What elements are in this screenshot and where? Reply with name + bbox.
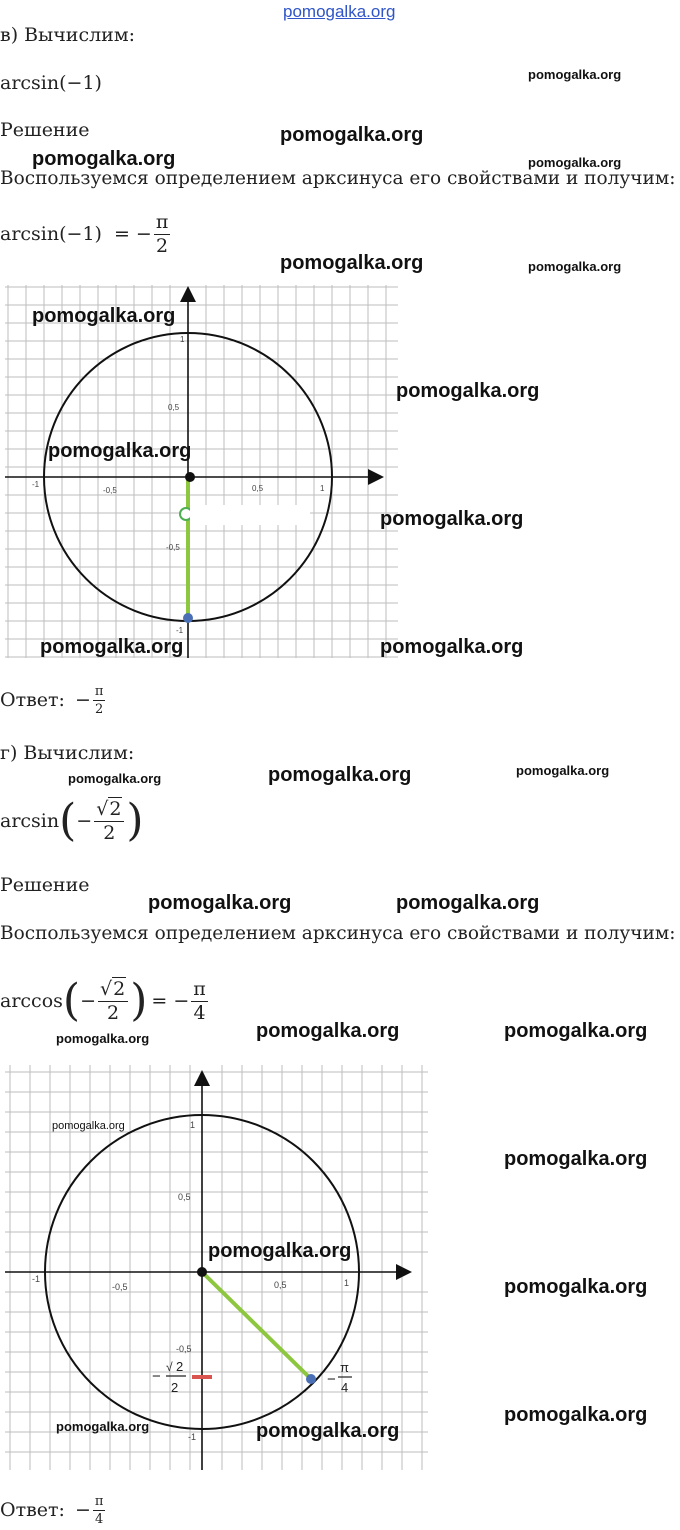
x-axis-arrow <box>396 1264 412 1280</box>
watermark-text: pomogalka.org <box>68 771 162 786</box>
watermark-text: pomogalka.org <box>504 1404 648 1426</box>
tick-y-neg-0-5: -0,5 <box>166 543 180 552</box>
expr-arg: (−1) <box>59 72 102 94</box>
green-segment <box>202 1272 311 1379</box>
section-v-expression <box>0 72 102 94</box>
answer-label: Ответ: <box>0 689 65 711</box>
watermark-text: pomogalka.org <box>380 508 524 530</box>
result-eq: = − <box>113 223 152 245</box>
tick-x-neg-1: -1 <box>32 1274 41 1284</box>
watermark-text: pomogalka.org <box>268 764 412 786</box>
answer-fraction <box>93 1495 106 1526</box>
unit-circle-graph-v <box>0 280 400 660</box>
expr-func: arcsin <box>0 810 60 832</box>
section-g-result <box>0 970 210 1032</box>
y-axis-arrow <box>180 286 196 302</box>
section-v-answer <box>0 680 107 720</box>
origin-point <box>185 472 195 482</box>
tick-y-1: 1 <box>180 335 185 344</box>
result-lhs: arcsin(−1) <box>0 223 102 245</box>
fraction-denominator: 4 <box>95 1511 104 1527</box>
fraction-numerator: π <box>193 977 206 1000</box>
right-paren: ) <box>130 975 148 1026</box>
watermark-text: pomogalka.org <box>380 636 524 658</box>
watermark-text: pomogalka.org <box>32 305 176 327</box>
tick-y-0-5: 0,5 <box>168 403 180 412</box>
tick-x-0-5: 0,5 <box>274 1280 287 1290</box>
watermark-text: pomogalka.org <box>148 892 292 914</box>
fraction-denominator: 2 <box>107 1001 120 1024</box>
fraction-numerator: π <box>155 210 169 233</box>
tick-y-neg-1: -1 <box>188 1432 197 1442</box>
top-watermark-link[interactable]: pomogalka.org <box>283 2 396 21</box>
section-g-answer <box>0 1490 107 1530</box>
fraction-denominator: 2 <box>103 821 116 844</box>
section-g-method-text: Воспользуемся определением арксинуса его свойствами и получим: <box>0 923 676 944</box>
x-axis-arrow <box>368 469 384 485</box>
watermark-text: pomogalka.org <box>208 1240 352 1262</box>
tick-y-neg-0-5: -0,5 <box>176 1344 192 1354</box>
answer-label: Ответ: <box>0 1499 65 1521</box>
watermark-text: pomogalka.org <box>396 380 540 402</box>
fraction-numerator: √2 <box>98 980 128 1002</box>
fraction-numerator: √2 <box>94 800 124 822</box>
watermark-text: pomogalka.org <box>528 155 622 170</box>
watermark-text: pomogalka.org <box>280 252 424 274</box>
label-pi-den: 4 <box>341 1380 349 1395</box>
watermark-text: pomogalka.org <box>528 259 622 274</box>
origin-point <box>197 1267 207 1277</box>
result-func: arccos <box>0 990 63 1012</box>
result-inner-fraction <box>98 977 128 1024</box>
section-g-solution-label: Решение <box>0 874 90 896</box>
left-paren: ( <box>59 795 77 846</box>
tick-x-neg-0-5: -0,5 <box>112 1282 128 1292</box>
answer-sign: − <box>74 689 91 711</box>
label-pi-minus: − <box>327 1371 336 1388</box>
watermark-text: pomogalka.org <box>396 892 540 914</box>
grid <box>5 285 398 658</box>
watermark-text: pomogalka.org <box>256 1420 400 1442</box>
result-fraction <box>154 210 171 257</box>
label-sqrt-num: 2 <box>176 1359 184 1374</box>
fraction-denominator: 2 <box>156 234 169 257</box>
section-v-method-text: Воспользуемся определением арксинуса его свойствами и получим: <box>0 168 676 189</box>
label-sqrt-symbol: √ <box>166 1360 173 1374</box>
watermark-text: pomogalka.org <box>40 636 184 658</box>
section-g-expression <box>0 790 144 852</box>
watermark-text: pomogalka.org <box>52 1120 125 1132</box>
result-fraction <box>191 977 208 1024</box>
tick-x-neg-0-5: -0,5 <box>103 486 117 495</box>
erased-label <box>190 505 310 525</box>
watermark-text: pomogalka.org <box>56 1419 150 1434</box>
right-paren: ) <box>126 795 144 846</box>
tick-y-0-5: 0,5 <box>178 1192 191 1202</box>
answer-point <box>183 613 193 623</box>
watermark-text: pomogalka.org <box>504 1276 648 1298</box>
tick-x-1: 1 <box>320 484 325 493</box>
minus-sign: − <box>80 990 96 1012</box>
watermark-text: pomogalka.org <box>256 1020 400 1042</box>
tick-x-neg-1: -1 <box>32 480 40 489</box>
result-eq: = − <box>151 990 190 1012</box>
watermark-text: pomogalka.org <box>48 440 192 462</box>
tick-x-0-5: 0,5 <box>252 484 264 493</box>
section-v-result <box>0 206 172 262</box>
watermark-text: pomogalka.org <box>528 67 622 82</box>
answer-point <box>306 1374 316 1384</box>
minus-sign: − <box>76 810 93 832</box>
label-minus-sign: − <box>152 1368 161 1385</box>
watermark-text: pomogalka.org <box>516 763 610 778</box>
label-pi-num: π <box>340 1360 349 1375</box>
fraction-denominator: 4 <box>193 1001 206 1024</box>
fraction-denominator: 2 <box>95 701 104 717</box>
fraction-numerator: π <box>94 1493 104 1509</box>
section-g-header: г) Вычислим: <box>0 742 135 764</box>
tick-y-1: 1 <box>190 1120 196 1130</box>
watermark-text: pomogalka.org <box>504 1148 648 1170</box>
watermark-text: pomogalka.org <box>32 148 176 170</box>
left-paren: ( <box>62 975 81 1026</box>
fraction-numerator: π <box>94 683 104 699</box>
watermark-text: pomogalka.org <box>280 124 424 146</box>
section-v-solution-label: Решение <box>0 119 90 141</box>
tick-x-1: 1 <box>344 1278 350 1288</box>
answer-fraction <box>93 685 106 716</box>
section-v-header: в) Вычислим: <box>0 24 136 46</box>
answer-sign: − <box>74 1499 91 1521</box>
tick-y-neg-1: -1 <box>176 626 184 635</box>
expr-func: arcsin <box>0 72 60 94</box>
watermark-text: pomogalka.org <box>56 1031 150 1046</box>
expr-fraction <box>94 797 124 844</box>
watermark-text: pomogalka.org <box>504 1020 648 1042</box>
label-sqrt-den: 2 <box>171 1380 179 1395</box>
